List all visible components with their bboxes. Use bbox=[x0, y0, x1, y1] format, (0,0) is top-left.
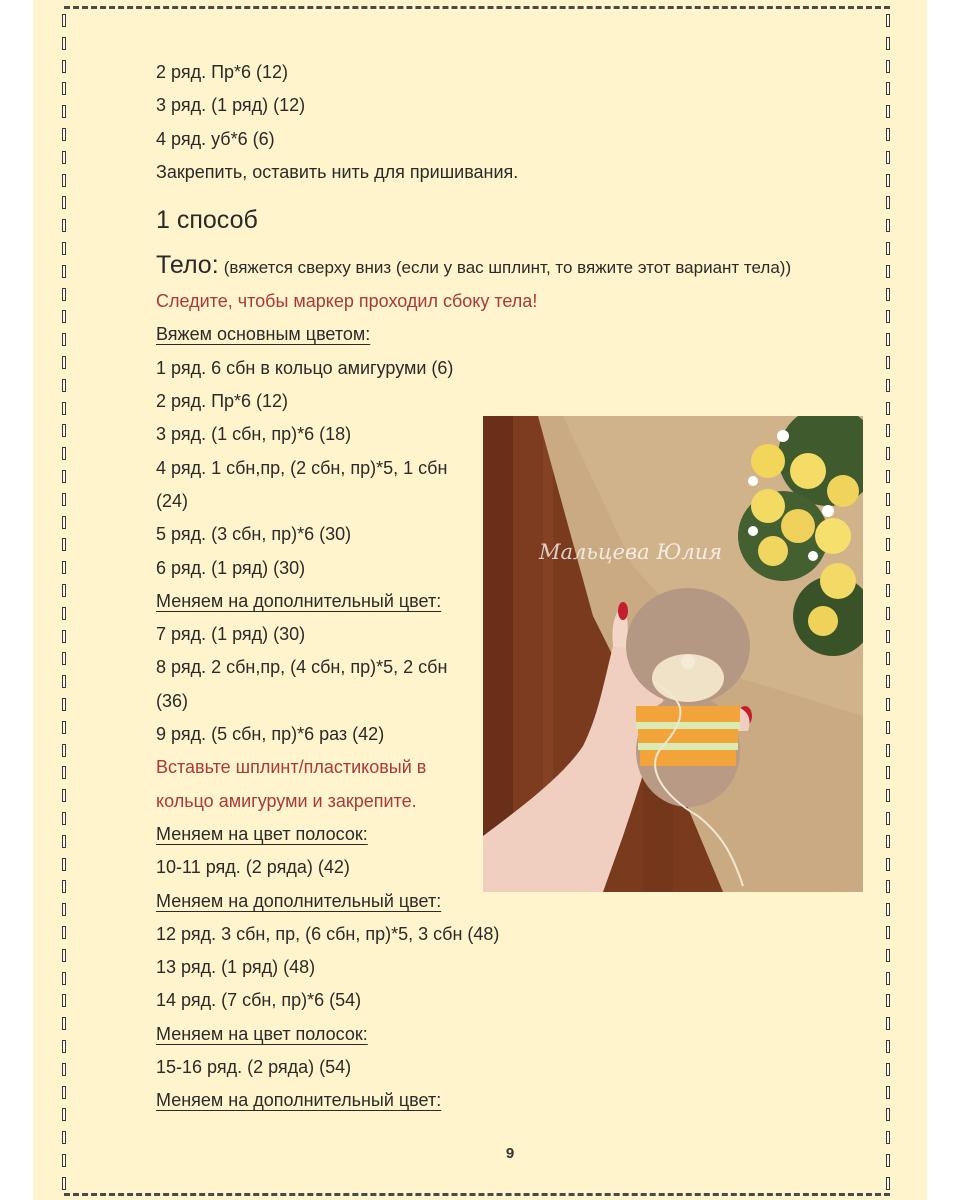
frame-tick bbox=[886, 288, 890, 301]
text-line-content: 7 ряд. (1 ряд) (30) bbox=[156, 624, 306, 645]
frame-tick bbox=[62, 1177, 66, 1190]
frame-tick bbox=[886, 174, 890, 187]
frame-tick bbox=[886, 766, 890, 779]
frame-tick bbox=[62, 607, 66, 620]
frame-tick bbox=[886, 82, 890, 95]
frame-tick bbox=[886, 470, 890, 483]
frame-tick bbox=[886, 880, 890, 893]
frame-tick bbox=[62, 356, 66, 369]
text-line-content: Следите, чтобы маркер проходил сбоку тела! bbox=[156, 291, 538, 312]
text-line: 4 ряд. уб*6 (6) bbox=[156, 128, 275, 149]
frame-tick bbox=[62, 721, 66, 734]
frame-tick bbox=[62, 630, 66, 643]
frame-tick bbox=[62, 538, 66, 551]
frame-tick bbox=[886, 447, 890, 460]
text-line bbox=[156, 385, 856, 418]
frame-tick bbox=[62, 60, 66, 73]
frame-tick bbox=[886, 128, 890, 141]
frame-tick bbox=[62, 1154, 66, 1167]
frame-tick bbox=[886, 37, 890, 50]
frame-tick bbox=[886, 151, 890, 164]
text-line-content: 14 ряд. (7 сбн, пр)*6 (54) bbox=[156, 990, 362, 1011]
text-line-content: 4 ряд. 1 сбн,пр, (2 сбн, пр)*5, 1 сбн bbox=[156, 457, 448, 478]
frame-tick bbox=[62, 151, 66, 164]
frame-tick bbox=[886, 219, 890, 232]
frame-tick bbox=[886, 949, 890, 962]
frame-tick bbox=[62, 516, 66, 529]
frame-tick bbox=[886, 630, 890, 643]
text-line-content: 8 ряд. 2 сбн,пр, (4 сбн, пр)*5, 2 сбн bbox=[156, 657, 448, 678]
text-line bbox=[156, 984, 856, 1017]
frame-tick bbox=[62, 1086, 66, 1099]
frame-tick bbox=[886, 1086, 890, 1099]
text-line: Закрепить, оставить нить для пришивания. bbox=[156, 161, 519, 182]
amigurumi-photo bbox=[483, 416, 863, 892]
frame-tick bbox=[62, 402, 66, 415]
photo-watermark: Мальцева Юлия bbox=[539, 540, 723, 564]
frame-tick bbox=[62, 675, 66, 688]
frame-tick bbox=[886, 994, 890, 1007]
frame-tick bbox=[62, 288, 66, 301]
frame-bottom-border bbox=[64, 1193, 890, 1196]
text-line-content: 9 ряд. (5 сбн, пр)*6 раз (42) bbox=[156, 724, 385, 745]
frame-top-border bbox=[64, 6, 890, 9]
text-line-content: 6 ряд. (1 ряд) (30) bbox=[156, 557, 306, 578]
text-line: 2 ряд. Пр*6 (12) bbox=[156, 62, 289, 82]
text-line: 3 ряд. (1 ряд) (12) bbox=[156, 95, 306, 116]
frame-tick bbox=[62, 219, 66, 232]
body-heading bbox=[156, 245, 856, 285]
text-line bbox=[156, 318, 856, 351]
frame-tick bbox=[62, 82, 66, 95]
frame-tick bbox=[886, 926, 890, 939]
text-line-content: Меняем на цвет полосок: bbox=[156, 1023, 368, 1044]
frame-tick bbox=[62, 128, 66, 141]
frame-tick bbox=[886, 105, 890, 118]
frame-tick bbox=[62, 903, 66, 916]
text-line bbox=[156, 352, 856, 385]
frame-tick bbox=[886, 1154, 890, 1167]
frame-tick bbox=[62, 926, 66, 939]
frame-tick bbox=[886, 789, 890, 802]
body-heading-title: Тело: bbox=[156, 251, 219, 280]
frame-tick bbox=[62, 14, 66, 27]
text-line bbox=[156, 1084, 856, 1117]
text-line bbox=[156, 285, 856, 318]
frame-tick bbox=[886, 402, 890, 415]
frame-tick bbox=[62, 880, 66, 893]
frame-tick bbox=[62, 584, 66, 597]
body-heading-note: (вяжется сверху вниз (если у вас шплинт, то вяжите этот вариант тела)) bbox=[223, 258, 792, 278]
frame-tick bbox=[62, 447, 66, 460]
text-line-content: (36) bbox=[156, 690, 189, 711]
frame-tick bbox=[62, 310, 66, 323]
frame-tick bbox=[886, 516, 890, 529]
frame-tick bbox=[62, 105, 66, 118]
text-line-content: 12 ряд. 3 сбн, пр, (6 сбн, пр)*5, 3 сбн (48) bbox=[156, 923, 500, 944]
text-line-content: Меняем на дополнительный цвет: bbox=[156, 890, 442, 911]
frame-tick bbox=[886, 1108, 890, 1121]
frame-tick bbox=[886, 196, 890, 209]
frame-tick bbox=[62, 37, 66, 50]
section-heading: 1 способ bbox=[156, 206, 258, 235]
text-line-content: 5 ряд. (3 сбн, пр)*6 (30) bbox=[156, 524, 352, 545]
frame-tick bbox=[886, 493, 890, 506]
frame-tick bbox=[886, 721, 890, 734]
frame-tick bbox=[62, 470, 66, 483]
frame-tick bbox=[62, 379, 66, 392]
frame-tick bbox=[886, 1131, 890, 1144]
frame-tick bbox=[886, 903, 890, 916]
frame-tick bbox=[886, 812, 890, 825]
frame-tick bbox=[62, 174, 66, 187]
text-line-content: 13 ряд. (1 ряд) (48) bbox=[156, 957, 316, 978]
frame-tick bbox=[62, 744, 66, 757]
frame-tick bbox=[62, 265, 66, 278]
frame-tick bbox=[886, 675, 890, 688]
frame-tick bbox=[886, 379, 890, 392]
frame-tick bbox=[62, 242, 66, 255]
frame-tick bbox=[62, 949, 66, 962]
frame-tick bbox=[886, 972, 890, 985]
frame-tick bbox=[886, 561, 890, 574]
frame-tick bbox=[62, 493, 66, 506]
frame-tick bbox=[886, 1040, 890, 1053]
frame-tick bbox=[886, 652, 890, 665]
frame-tick bbox=[62, 698, 66, 711]
text-line-content: 3 ряд. (1 сбн, пр)*6 (18) bbox=[156, 424, 352, 445]
frame-tick bbox=[886, 607, 890, 620]
frame-tick bbox=[62, 858, 66, 871]
frame-tick bbox=[886, 1017, 890, 1030]
frame-tick bbox=[62, 1131, 66, 1144]
text-line-content: 15-16 ряд. (2 ряда) (54) bbox=[156, 1057, 352, 1078]
frame-tick bbox=[62, 333, 66, 346]
frame-tick bbox=[62, 835, 66, 848]
frame-tick bbox=[62, 789, 66, 802]
frame-tick bbox=[886, 858, 890, 871]
text-line bbox=[156, 918, 856, 951]
frame-tick bbox=[62, 812, 66, 825]
text-line-content: Меняем на цвет полосок: bbox=[156, 823, 368, 844]
frame-tick bbox=[886, 356, 890, 369]
text-line-content: Вяжем основным цветом: bbox=[156, 324, 371, 345]
frame-tick bbox=[62, 652, 66, 665]
frame-tick bbox=[62, 1017, 66, 1030]
frame-tick bbox=[62, 1108, 66, 1121]
frame-tick bbox=[886, 265, 890, 278]
frame-tick bbox=[886, 584, 890, 597]
frame-tick bbox=[886, 310, 890, 323]
frame-tick bbox=[62, 972, 66, 985]
frame-tick bbox=[886, 698, 890, 711]
frame-tick bbox=[62, 994, 66, 1007]
frame-tick bbox=[886, 424, 890, 437]
frame-tick bbox=[886, 242, 890, 255]
page-number: 9 bbox=[505, 1145, 515, 1162]
text-line-content: Меняем на дополнительный цвет: bbox=[156, 590, 442, 611]
frame-tick bbox=[62, 1063, 66, 1076]
frame-tick bbox=[62, 766, 66, 779]
text-line-content: (24) bbox=[156, 490, 189, 511]
frame-tick bbox=[62, 1040, 66, 1053]
text-line-content: кольцо амигуруми и закрепите. bbox=[156, 790, 417, 811]
frame-tick bbox=[886, 14, 890, 27]
frame-tick bbox=[886, 538, 890, 551]
frame-tick bbox=[886, 744, 890, 757]
text-line bbox=[156, 951, 856, 984]
text-line-content: 1 ряд. 6 сбн в кольцо амигуруми (6) bbox=[156, 357, 454, 378]
text-line-content: Вставьте шплинт/пластиковый в bbox=[156, 757, 427, 778]
frame-tick bbox=[886, 1177, 890, 1190]
text-line-content: Меняем на дополнительный цвет: bbox=[156, 1090, 442, 1111]
text-line-content: 2 ряд. Пр*6 (12) bbox=[156, 391, 289, 412]
text-line bbox=[156, 1051, 856, 1084]
text-line-content: 10-11 ряд. (2 ряда) (42) bbox=[156, 857, 350, 878]
text-line bbox=[156, 1018, 856, 1051]
frame-tick bbox=[62, 424, 66, 437]
frame-tick bbox=[62, 196, 66, 209]
frame-tick bbox=[886, 1063, 890, 1076]
frame-tick bbox=[886, 60, 890, 73]
frame-tick bbox=[62, 561, 66, 574]
frame-tick bbox=[886, 333, 890, 346]
frame-tick bbox=[886, 835, 890, 848]
